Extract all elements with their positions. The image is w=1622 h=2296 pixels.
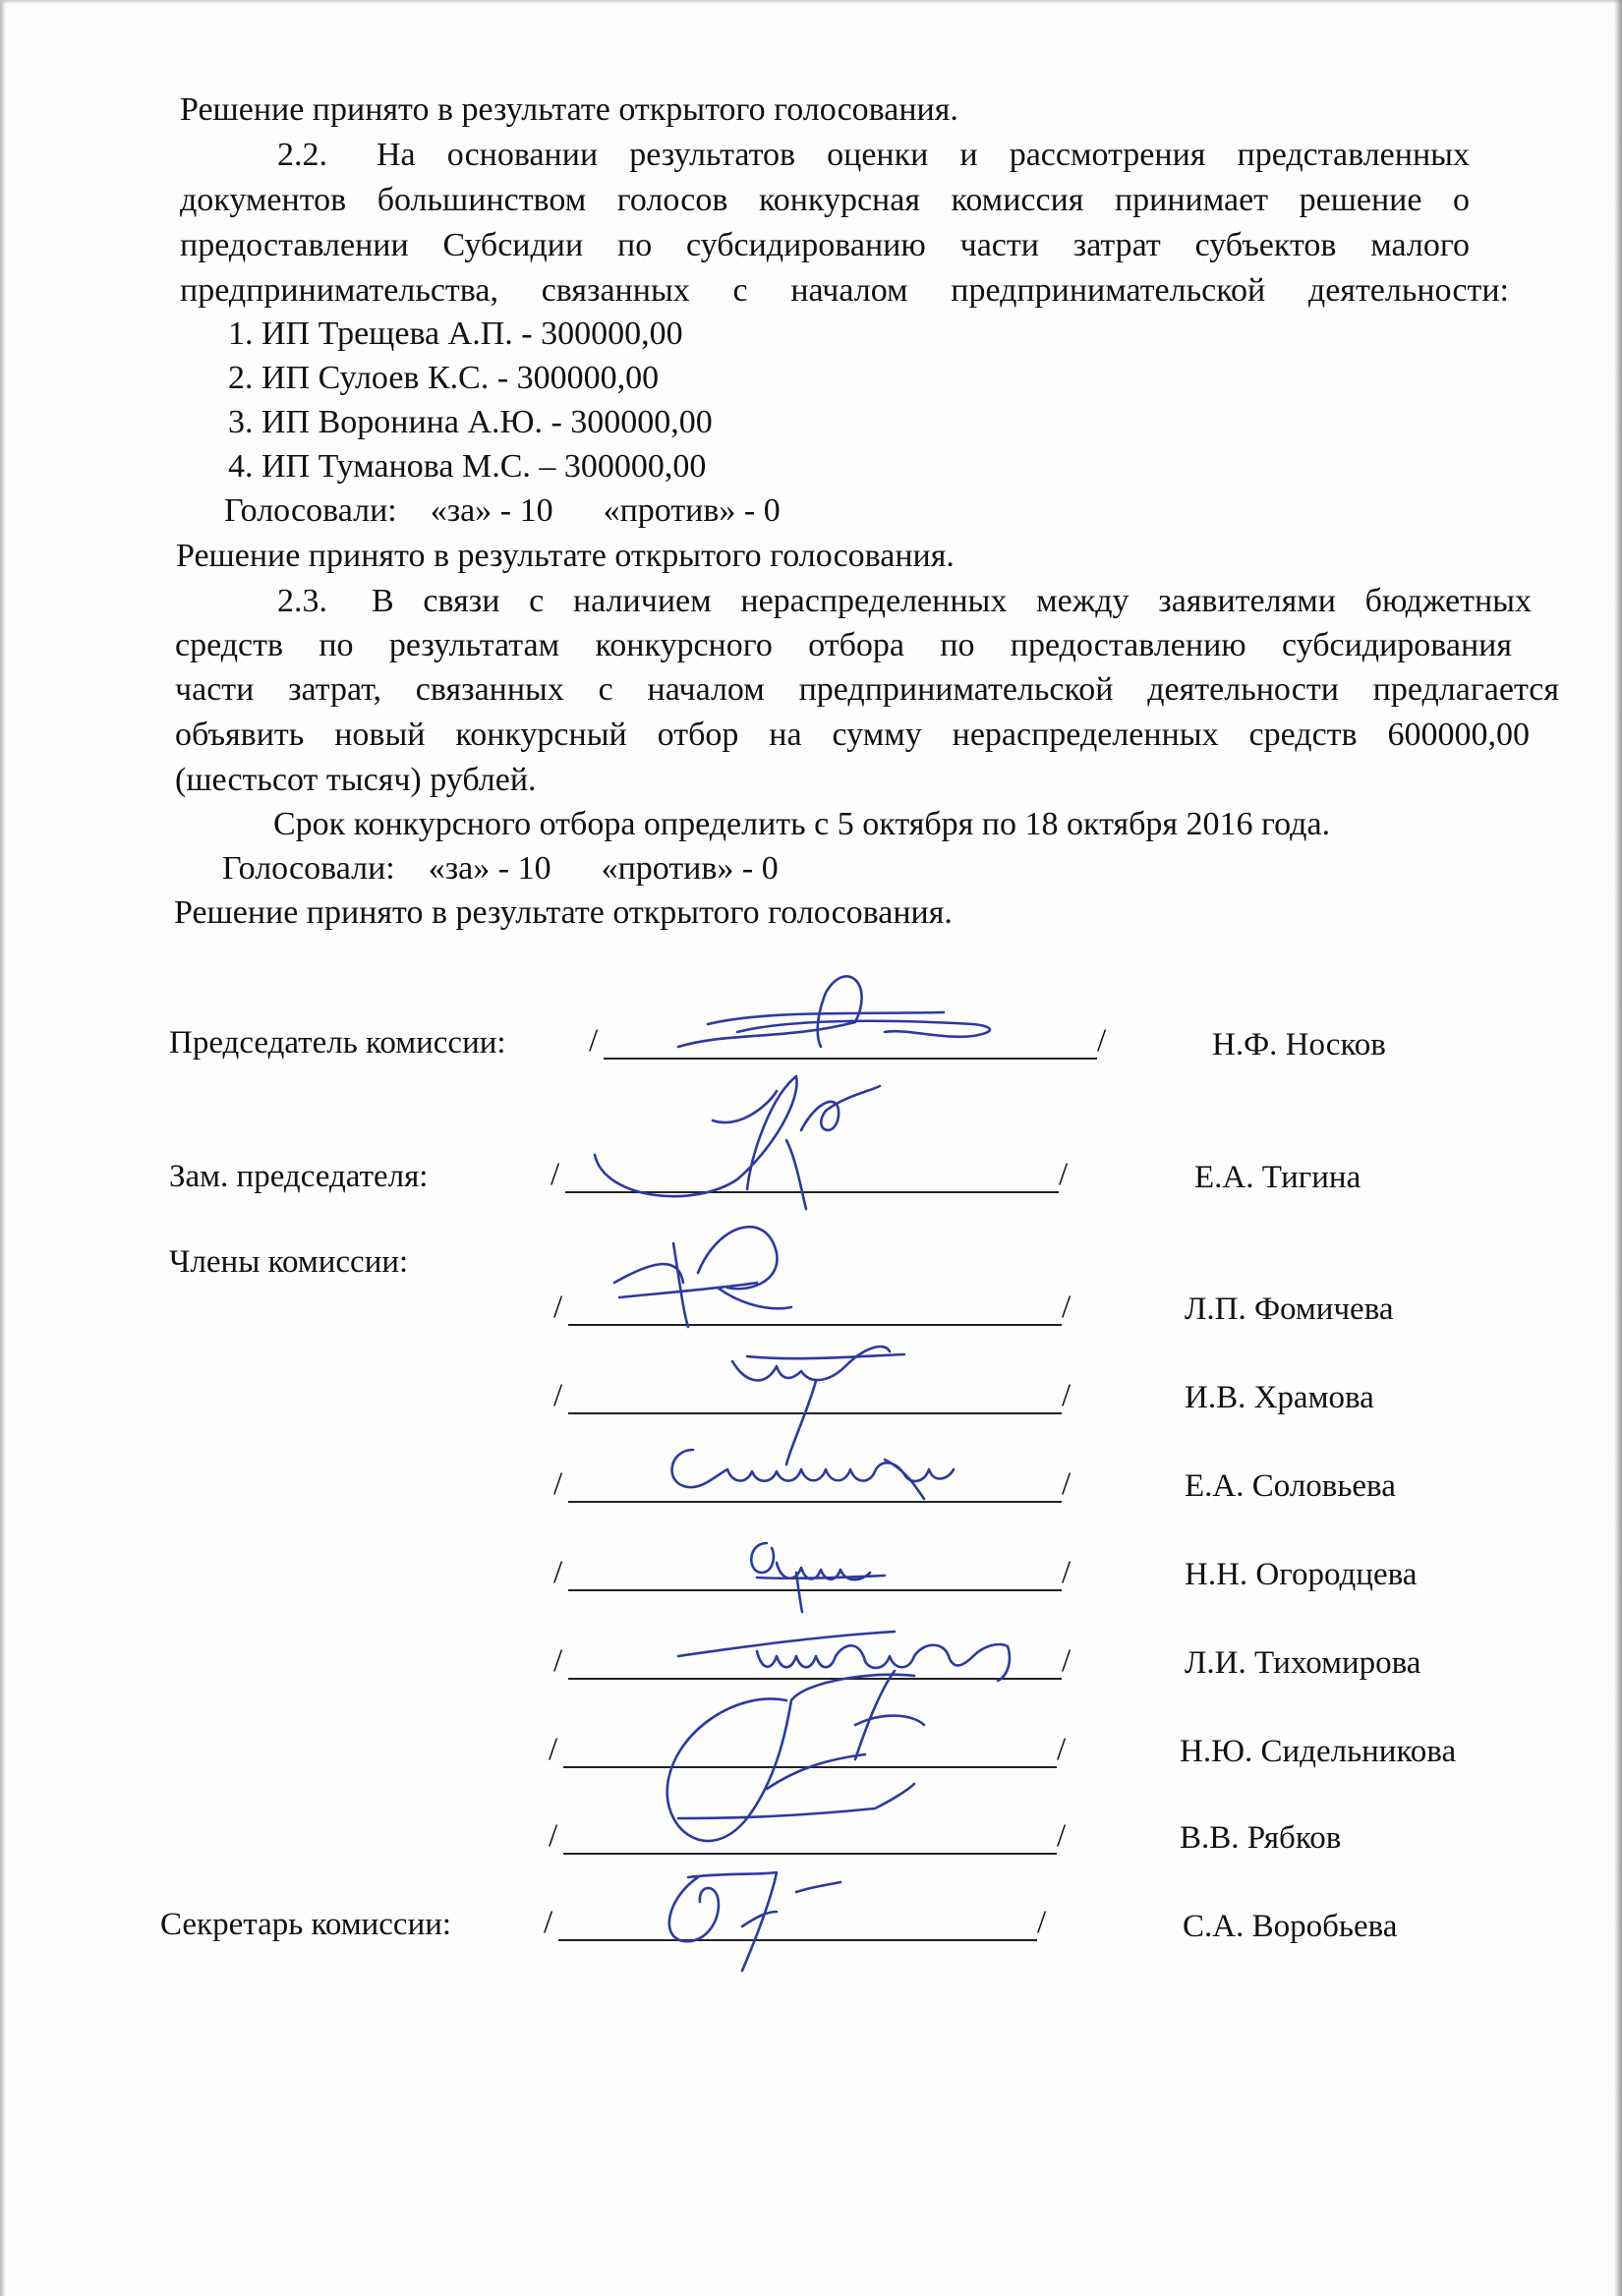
- section-2-3-line-3: части затрат, связанных с началом предпринимательской деятельности предлагается: [175, 671, 1559, 708]
- slash: /: [549, 1732, 558, 1767]
- term-line: Срок конкурсного отбора определить с 5 октября по 18 октября 2016 года.: [273, 806, 1331, 842]
- scan-edge-top: [0, 0, 1622, 4]
- list-item: 1. ИП Трещева А.П. - 300000,00: [228, 316, 683, 352]
- secretary-name: С.А. Воробьева: [1183, 1909, 1398, 1944]
- slash: /: [553, 1466, 563, 1502]
- list-item: 4. ИП Туманова М.С. – 300000,00: [228, 448, 707, 485]
- section-2-2-number: 2.2.: [277, 137, 327, 173]
- slash: /: [1097, 1023, 1107, 1059]
- vote-line-1: Голосовали: «за» - 10 «против» - 0: [224, 492, 781, 529]
- member-name: Е.А. Соловьева: [1185, 1468, 1396, 1504]
- list-item: 2. ИП Сулоев К.С. - 300000,00: [228, 360, 660, 396]
- slash: /: [1057, 1818, 1067, 1854]
- signature-scribble: [737, 1528, 904, 1622]
- signature-scribble: [629, 1858, 865, 1985]
- member-name: В.В. Рябков: [1180, 1820, 1342, 1856]
- members-label: Члены комиссии:: [169, 1244, 409, 1280]
- slash: /: [544, 1905, 553, 1940]
- slash: /: [589, 1023, 599, 1059]
- section-2-3-line-5: (шестьсот тысяч) рублей.: [175, 762, 537, 798]
- secretary-label: Секретарь комиссии:: [160, 1907, 452, 1942]
- slash: /: [553, 1378, 563, 1413]
- vote-line-2: Голосовали: «за» - 10 «против» - 0: [222, 850, 779, 887]
- deputy-name: Е.А. Тигина: [1194, 1160, 1361, 1195]
- slash: /: [1037, 1905, 1047, 1940]
- chairman-label: Председатель комиссии:: [169, 1025, 506, 1061]
- chairman-name: Н.Ф. Носков: [1212, 1027, 1386, 1062]
- signature-scribble: [575, 1062, 909, 1219]
- slash: /: [553, 1555, 563, 1590]
- member-name: И.В. Храмова: [1185, 1380, 1374, 1415]
- section-2-2-line-3: предоставлении Субсидии по субсидированию части затрат субъектов малого: [180, 227, 1470, 263]
- member-name: Л.П. Фомичева: [1185, 1292, 1394, 1327]
- slash: /: [1062, 1378, 1072, 1413]
- slash: /: [550, 1157, 560, 1192]
- decision-line-2: Решение принято в результате открытого голосования.: [174, 894, 953, 931]
- member-name: Л.И. Тихомирова: [1185, 1645, 1421, 1681]
- section-2-3-line-2: средств по результатам конкурсного отбора по предоставлению субсидирования: [175, 627, 1512, 663]
- signature-scribble: [629, 1671, 954, 1877]
- list-item: 3. ИП Воронина А.Ю. - 300000,00: [228, 404, 713, 440]
- slash: /: [1062, 1466, 1072, 1502]
- section-2-3-number: 2.3.: [277, 583, 327, 619]
- slash: /: [553, 1290, 563, 1325]
- decision-line-1: Решение принято в результате открытого голосования.: [176, 538, 955, 574]
- deputy-label: Зам. председателя:: [169, 1159, 429, 1194]
- member-name: Н.Н. Огородцева: [1185, 1557, 1418, 1592]
- signature-scribble: [649, 963, 1022, 1071]
- scan-edge-left: [0, 0, 6, 2296]
- section-2-2-line-1: На основании результатов оценки и рассмотрения представленных: [377, 137, 1470, 173]
- slash: /: [1057, 1732, 1067, 1767]
- slash: /: [549, 1818, 558, 1854]
- member-name: Н.Ю. Сидельникова: [1180, 1734, 1457, 1769]
- scan-edge-right: [1614, 0, 1622, 2296]
- decision-line-top: Решение принято в результате открытого голосования.: [180, 91, 958, 128]
- slash: /: [1062, 1643, 1072, 1679]
- slash: /: [1062, 1555, 1072, 1590]
- section-2-3-line-4: объявить новый конкурсный отбор на сумму нераспределенных средств 600000,00: [175, 717, 1530, 753]
- slash: /: [553, 1643, 563, 1679]
- slash: /: [1062, 1290, 1072, 1325]
- section-2-2-line-2: документов большинством голосов конкурсная комиссия принимает решение о: [180, 182, 1470, 218]
- signature-scribble: [600, 1214, 836, 1342]
- slash: /: [1059, 1157, 1069, 1192]
- signature-scribble: [659, 1430, 983, 1519]
- section-2-3-line-1: В связи с наличием нераспределенных между заявителями бюджетных: [372, 583, 1532, 619]
- section-2-2-line-4: предпринимательства, связанных с началом предпринимательской деятельности:: [180, 272, 1509, 309]
